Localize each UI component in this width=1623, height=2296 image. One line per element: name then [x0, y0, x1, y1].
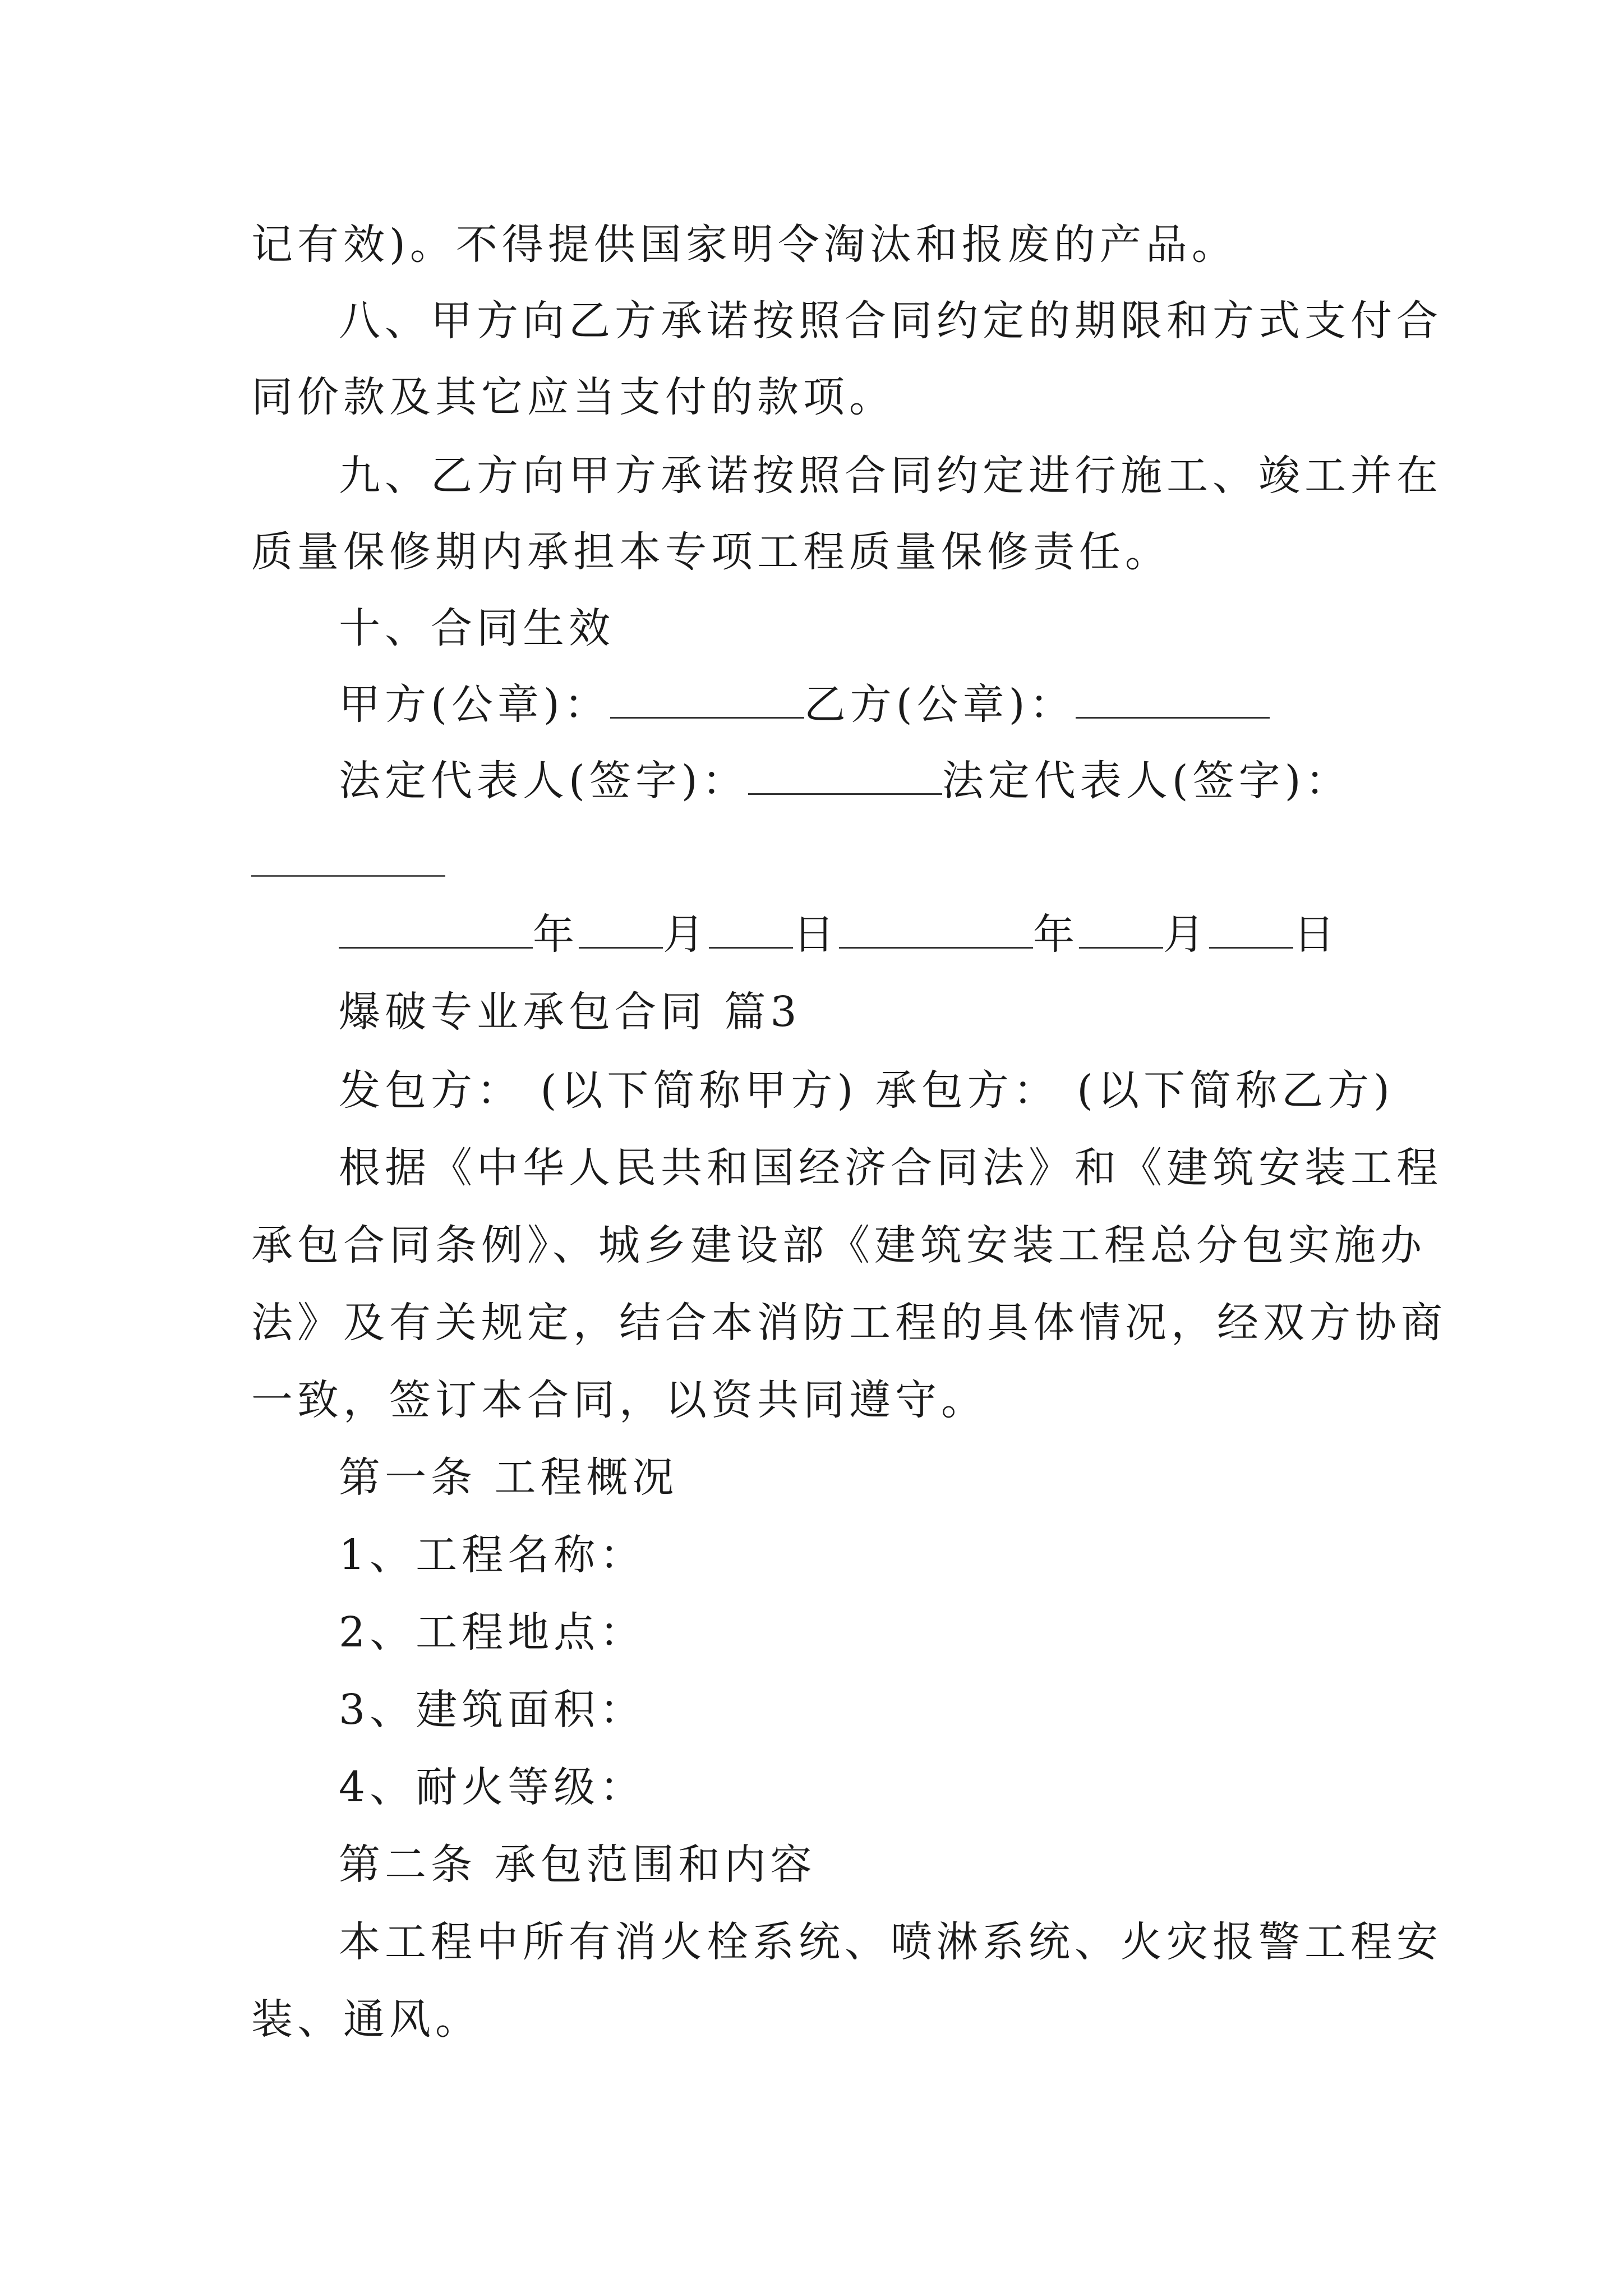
article-heading: 第二条 承包范围和内容 — [339, 1841, 817, 1889]
day-label: 日 — [793, 910, 839, 959]
date-b-year-blank — [839, 912, 1033, 949]
list-item: 4、耐火等级： — [339, 1763, 646, 1811]
rep-a-label: 法定代表人(签字)： — [339, 757, 748, 805]
party-a-seal-label: 甲方(公章)： — [339, 680, 610, 729]
list-item: 2、工程地点： — [339, 1608, 646, 1657]
rep-b-label: 法定代表人(签字)： — [942, 757, 1352, 805]
party-a-seal-blank — [610, 682, 804, 719]
signature-seal-line — [339, 678, 1270, 731]
signature-rep-line — [339, 754, 1352, 808]
article-heading: 第一条 工程概况 — [339, 1453, 679, 1502]
paragraph-line: 根据《中华人民共和国经济合同法》和《建筑安装工程 — [339, 1144, 1442, 1192]
month-label: 月 — [1163, 910, 1209, 959]
date-a-day-blank — [709, 912, 793, 949]
date-a-month-blank — [579, 912, 663, 949]
year-label: 年 — [1033, 910, 1079, 959]
party-b-seal-blank — [1076, 682, 1270, 719]
list-item: 1、工程名称： — [339, 1531, 646, 1579]
paragraph-line: 质量保修期内承担本专项工程质量保修责任。 — [251, 528, 1171, 576]
section-title: 爆破专业承包合同 篇3 — [339, 988, 801, 1036]
paragraph-line: 法》及有关规定，结合本消防工程的具体情况，经双方协商 — [251, 1299, 1447, 1347]
rep-b-blank — [251, 875, 445, 877]
date-line — [339, 908, 1339, 961]
party-b-seal-label: 乙方(公章)： — [804, 680, 1076, 729]
day-label: 日 — [1293, 910, 1339, 959]
month-label: 月 — [663, 910, 709, 959]
paragraph-line: 装、通风。 — [251, 1995, 481, 2044]
paragraph-line: 九、乙方向甲方承诺按照合同约定进行施工、竣工并在 — [339, 452, 1442, 500]
paragraph-line: 记有效)。不得提供国家明令淘汰和报废的产品。 — [251, 220, 1238, 269]
date-b-month-blank — [1079, 912, 1163, 949]
date-b-day-blank — [1209, 912, 1293, 949]
list-item: 3、建筑面积： — [339, 1686, 646, 1734]
paragraph-line: 十、合同生效 — [339, 604, 615, 652]
parties-line: 发包方： (以下简称甲方) 承包方： (以下简称乙方) — [339, 1066, 1395, 1115]
paragraph-line: 本工程中所有消火栓系统、喷淋系统、火灾报警工程安 — [339, 1918, 1442, 1966]
paragraph-line: 承包合同条例》、城乡建设部《建筑安装工程总分包实施办 — [251, 1221, 1426, 1269]
rep-a-blank — [748, 758, 942, 795]
paragraph-line: 一致，签订本合同，以资共同遵守。 — [251, 1376, 987, 1424]
year-label: 年 — [533, 910, 579, 959]
paragraph-line: 同价款及其它应当支付的款项。 — [251, 373, 895, 421]
paragraph-line: 八、甲方向乙方承诺按照合同约定的期限和方式支付合 — [339, 297, 1442, 345]
date-a-year-blank — [339, 912, 533, 949]
